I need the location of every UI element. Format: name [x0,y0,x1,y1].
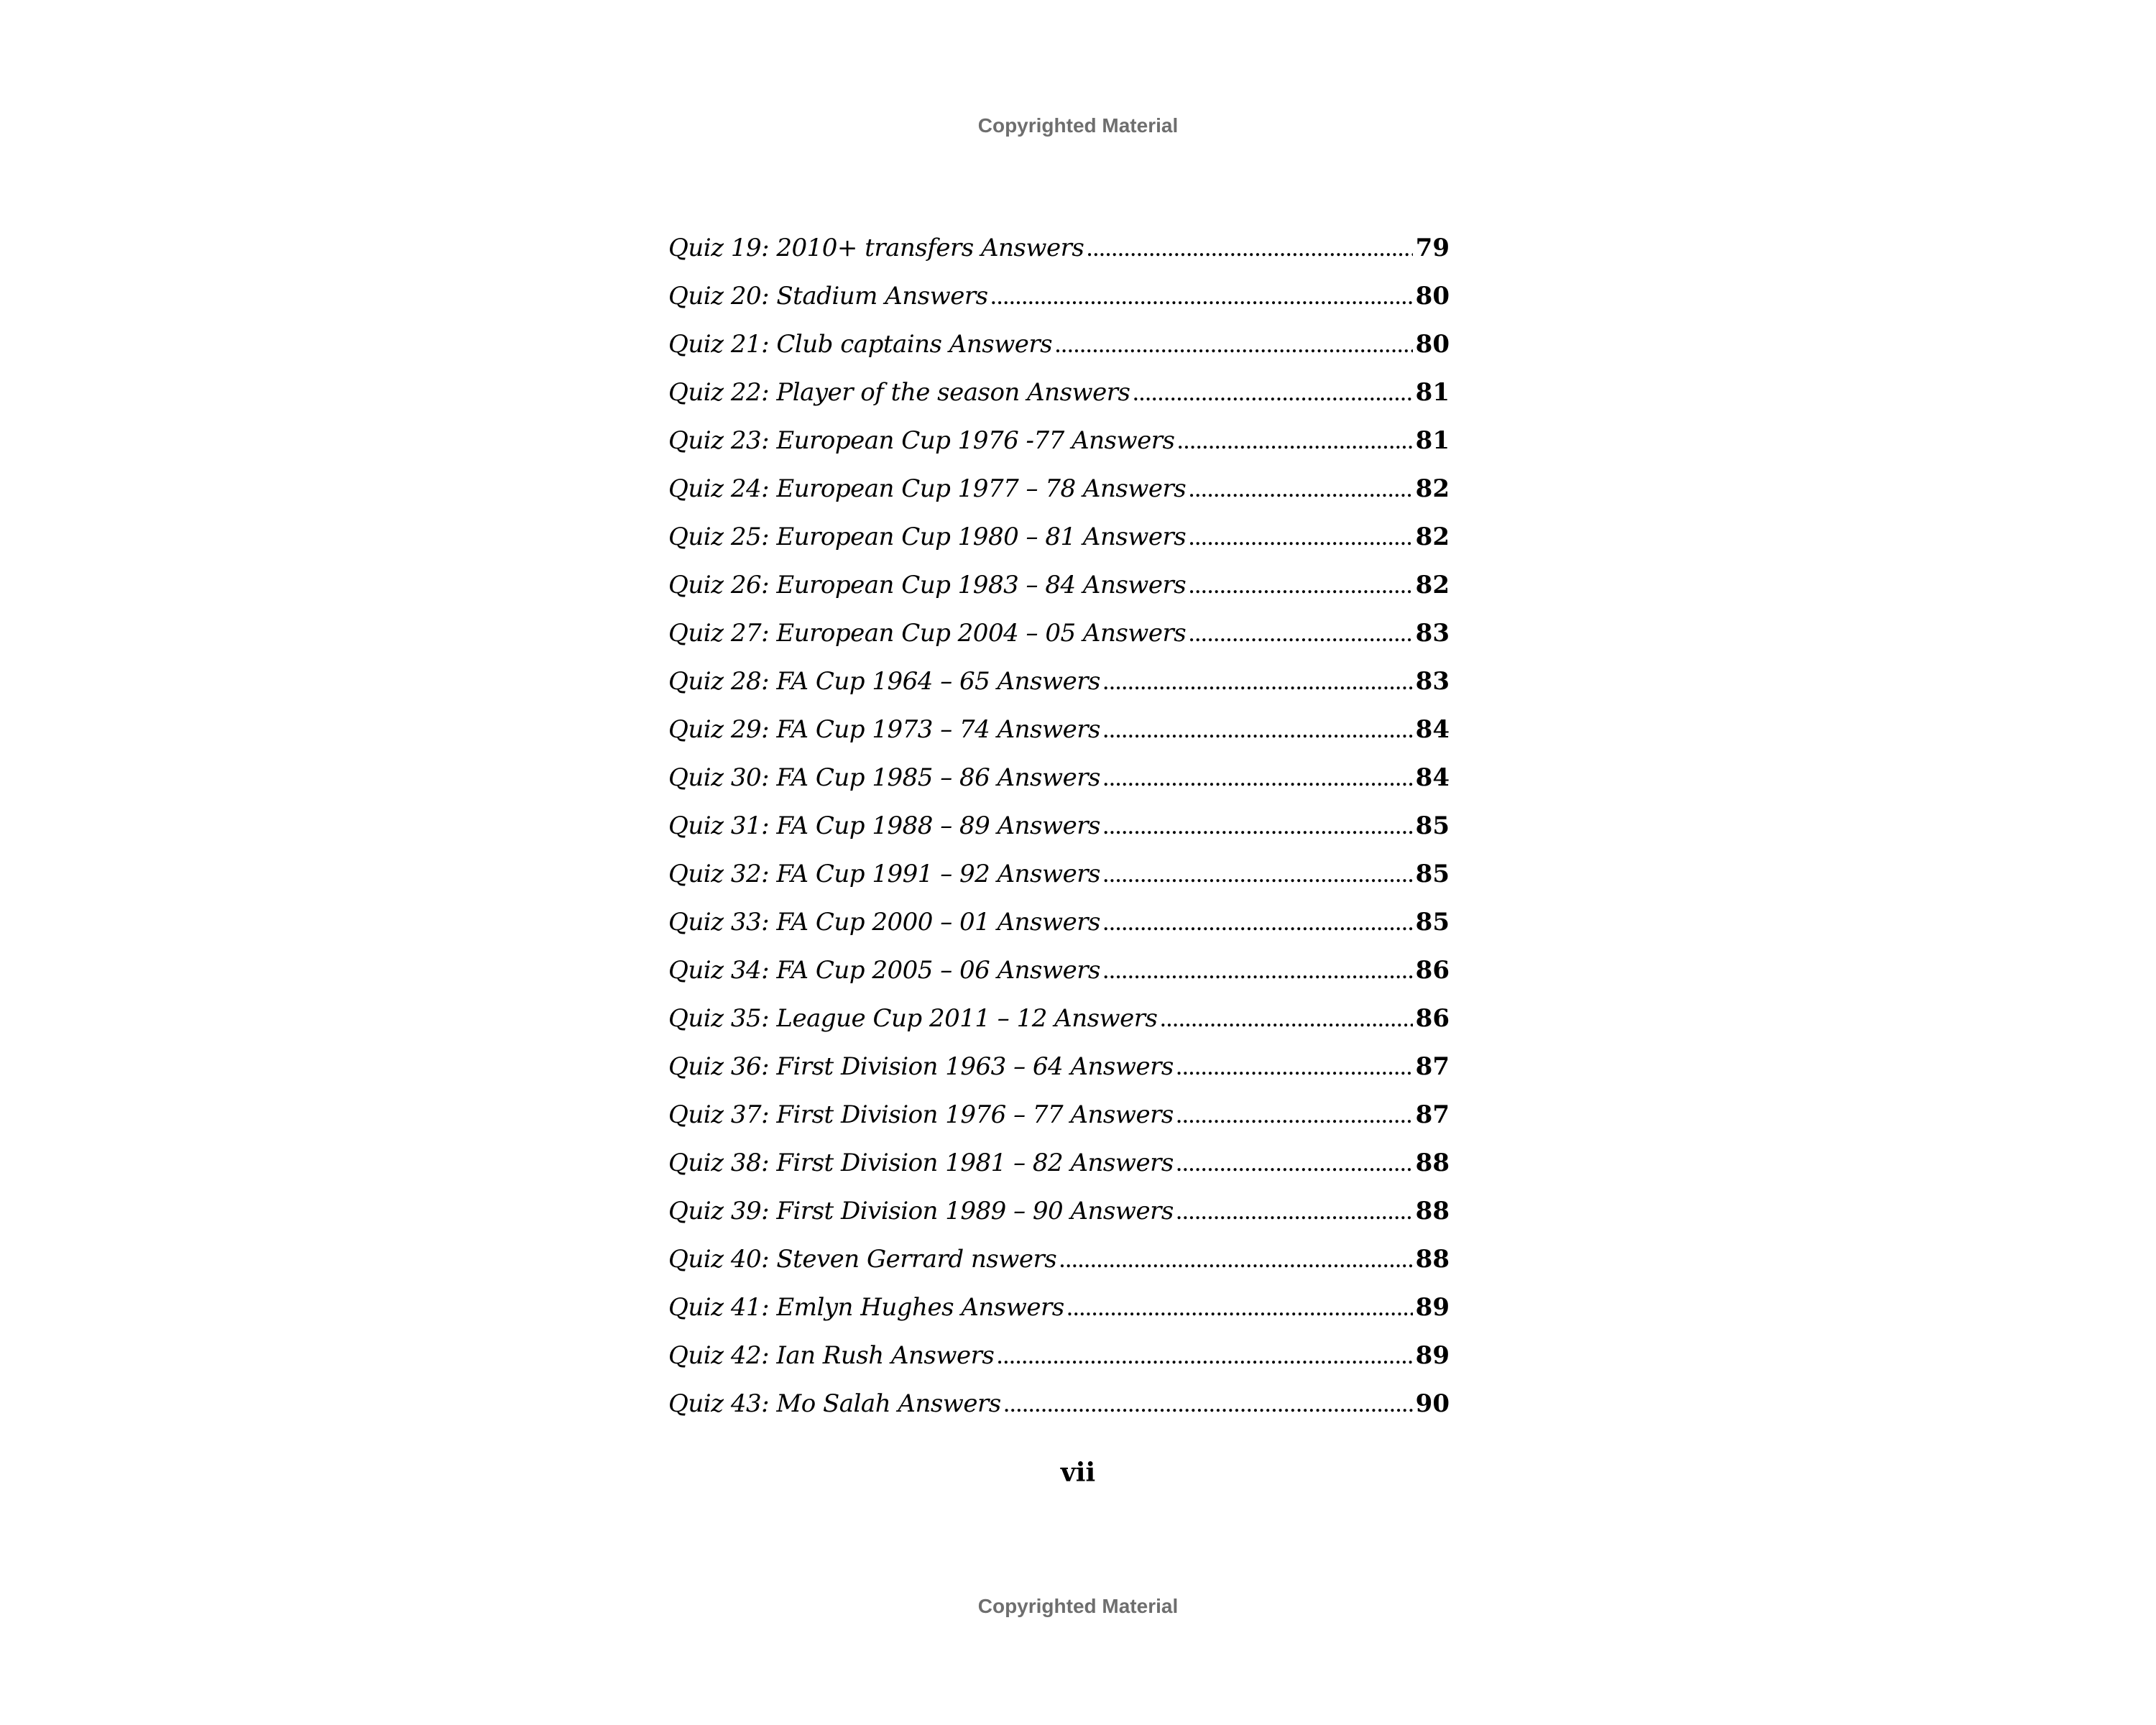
toc-dot-leader [1176,1060,1413,1079]
toc-dot-leader [1103,868,1413,886]
toc-dot-leader [1177,434,1412,453]
toc-entry[interactable] [668,282,1450,330]
toc-entry[interactable] [668,956,1450,1004]
toc-entry[interactable] [668,234,1450,282]
toc-entry[interactable] [668,811,1450,860]
toc-entry-page: 88 [1415,1245,1450,1274]
toc-entry[interactable] [668,1245,1450,1293]
toc-entry[interactable] [668,571,1450,619]
toc-entry-title: Quiz 25: European Cup 1980 – 81 Answers [668,523,1187,551]
toc-entry[interactable] [668,619,1450,667]
toc-dot-leader [1103,964,1413,983]
toc-entry-title: Quiz 33: FA Cup 2000 – 01 Answers [668,908,1100,937]
toc-dot-leader [1176,1205,1413,1223]
toc-entry-page: 85 [1415,860,1450,888]
toc-dot-leader [1189,579,1412,597]
toc-entry-page: 88 [1415,1197,1450,1225]
toc-entry-title: Quiz 32: FA Cup 1991 – 92 Answers [668,860,1100,888]
toc-entry[interactable] [668,474,1450,523]
toc-entry-title: Quiz 23: European Cup 1976 -77 Answers [668,426,1175,455]
toc-entry[interactable] [668,1197,1450,1245]
toc-entry-title: Quiz 29: FA Cup 1973 – 74 Answers [668,715,1100,744]
toc-entry-title: Quiz 19: 2010+ transfers Answers [668,234,1084,262]
toc-entry-title: Quiz 26: European Cup 1983 – 84 Answers [668,571,1187,599]
toc-entry-title: Quiz 28: FA Cup 1964 – 65 Answers [668,667,1100,696]
toc-entry-page: 89 [1415,1341,1450,1370]
toc-entry-page: 80 [1415,282,1450,310]
toc-entry-title: Quiz 34: FA Cup 2005 – 06 Answers [668,956,1100,985]
toc-entry[interactable] [668,860,1450,908]
toc-entry[interactable] [668,1100,1450,1149]
toc-dot-leader [1103,916,1413,934]
toc-entry-page: 81 [1415,378,1450,407]
toc-entry[interactable] [668,1149,1450,1197]
copyright-watermark-top: Copyrighted Material [977,114,1179,137]
toc-entry-page: 84 [1415,715,1450,744]
toc-entry-title: Quiz 35: League Cup 2011 – 12 Answers [668,1004,1158,1033]
toc-entry-page: 90 [1415,1389,1450,1418]
toc-entry[interactable] [668,426,1450,474]
toc-dot-leader [1189,482,1412,501]
toc-entry[interactable] [668,1389,1450,1438]
toc-entry-page: 79 [1415,234,1450,262]
toc-entry-title: Quiz 30: FA Cup 1985 – 86 Answers [668,763,1100,792]
toc-dot-leader [1189,627,1412,645]
toc-dot-leader [1103,675,1413,694]
toc-entry-title: Quiz 40: Steven Gerrard nswers [668,1245,1057,1274]
toc-entry-page: 86 [1415,1004,1450,1033]
toc-dot-leader [1176,1108,1413,1127]
toc-dot-leader [1059,1253,1413,1271]
toc-dot-leader [997,1349,1412,1368]
toc-entry[interactable] [668,908,1450,956]
toc-dot-leader [1160,1012,1412,1031]
toc-dot-leader [1176,1156,1413,1175]
toc-entry[interactable] [668,1341,1450,1389]
toc-dot-leader [991,290,1413,308]
toc-entry-page: 86 [1415,956,1450,985]
toc-entry-page: 89 [1415,1293,1450,1322]
toc-dot-leader [1103,723,1413,742]
toc-entry-page: 85 [1415,811,1450,840]
toc-entry-title: Quiz 38: First Division 1981 – 82 Answers [668,1149,1174,1177]
toc-dot-leader [1087,242,1412,260]
toc-entry-title: Quiz 39: First Division 1989 – 90 Answers [668,1197,1174,1225]
toc-dot-leader [1055,338,1413,356]
toc-entry-page: 87 [1415,1052,1450,1081]
toc-dot-leader [1189,530,1412,549]
toc-dot-leader [1103,819,1413,838]
toc-entry-title: Quiz 37: First Division 1976 – 77 Answers [668,1100,1174,1129]
toc-entry-page: 83 [1415,619,1450,648]
toc-entry-page: 81 [1415,426,1450,455]
toc-entry[interactable] [668,1004,1450,1052]
toc-dot-leader [1004,1397,1413,1416]
toc-entry-title: Quiz 22: Player of the season Answers [668,378,1130,407]
toc-entry[interactable] [668,715,1450,763]
toc-entry-title: Quiz 42: Ian Rush Answers [668,1341,995,1370]
toc-entry-page: 85 [1415,908,1450,937]
toc-entry-title: Quiz 20: Stadium Answers [668,282,988,310]
toc-entry-title: Quiz 43: Mo Salah Answers [668,1389,1001,1418]
toc-entry[interactable] [668,1293,1450,1341]
toc-entry[interactable] [668,763,1450,811]
toc-entry[interactable] [668,330,1450,378]
toc-entry-page: 88 [1415,1149,1450,1177]
toc-dot-leader [1103,771,1413,790]
toc-entry-title: Quiz 36: First Division 1963 – 64 Answers [668,1052,1174,1081]
toc-entry-title: Quiz 24: European Cup 1977 – 78 Answers [668,474,1187,503]
copyright-watermark-bottom: Copyrighted Material [977,1595,1179,1617]
toc-entry-page: 82 [1415,474,1450,503]
toc-entry-page: 80 [1415,330,1450,359]
toc-entry-title: Quiz 41: Emlyn Hughes Answers [668,1293,1064,1322]
toc-entry-page: 83 [1415,667,1450,696]
table-of-contents [668,234,1450,1438]
toc-entry[interactable] [668,378,1450,426]
toc-entry[interactable] [668,523,1450,571]
toc-dot-leader [1133,386,1412,405]
toc-entry-page: 84 [1415,763,1450,792]
toc-entry-title: Quiz 27: European Cup 2004 – 05 Answers [668,619,1187,648]
toc-entry[interactable] [668,1052,1450,1100]
toc-entry-page: 82 [1415,523,1450,551]
toc-entry-page: 82 [1415,571,1450,599]
toc-entry-title: Quiz 21: Club captains Answers [668,330,1053,359]
toc-entry[interactable] [668,667,1450,715]
toc-entry-title: Quiz 31: FA Cup 1988 – 89 Answers [668,811,1100,840]
toc-dot-leader [1067,1301,1413,1320]
page-number: vii [1060,1458,1096,1488]
toc-entry-page: 87 [1415,1100,1450,1129]
